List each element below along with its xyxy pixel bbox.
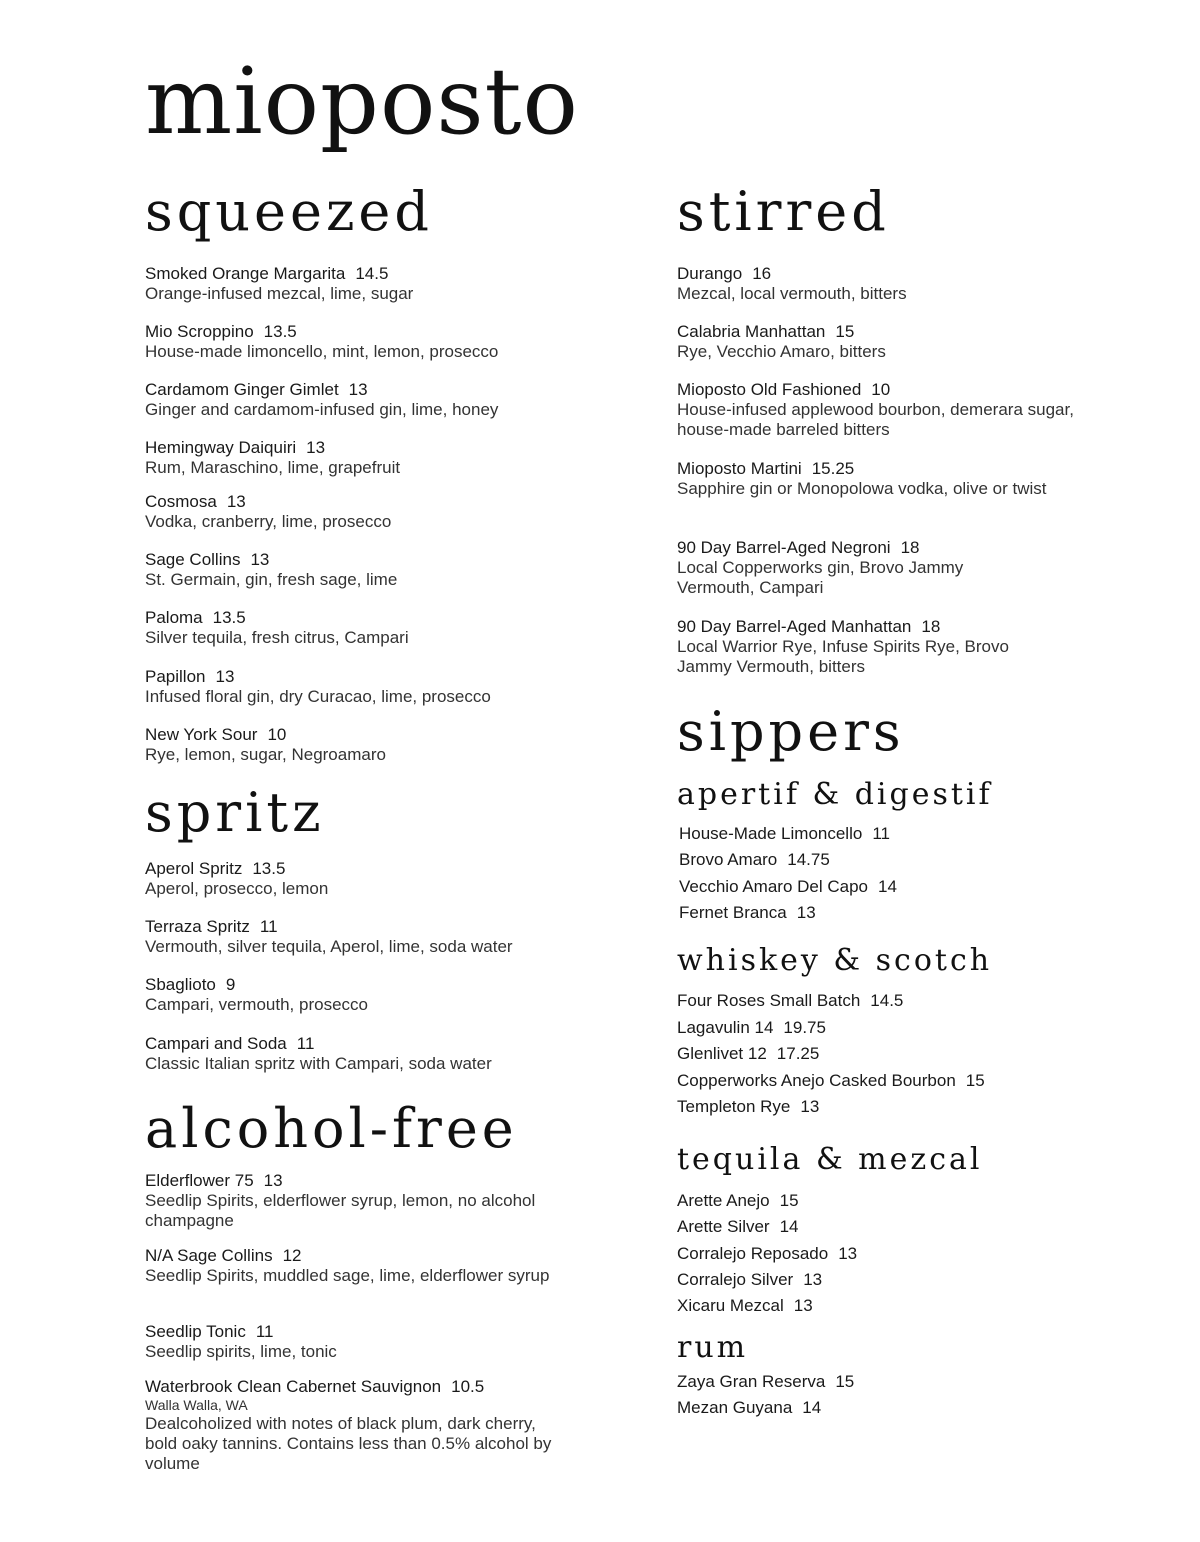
list-item — [679, 877, 897, 896]
item-description: Rum, Maraschino, lime, grapefruit — [145, 458, 401, 477]
item-name: Seedlip Tonic — [145, 1322, 246, 1341]
subsection-title-whiskey: whiskey & scotch — [677, 943, 993, 978]
item-name: Cosmosa — [145, 492, 217, 511]
item-price: 14.75 — [787, 850, 830, 869]
item-name: Smoked Orange Margarita — [145, 264, 346, 283]
item-price: 15 — [835, 322, 855, 341]
item-price: 13 — [793, 1296, 813, 1315]
menu-item — [145, 1034, 492, 1074]
menu-item — [677, 322, 886, 362]
item-name: Elderflower 75 — [145, 1171, 254, 1190]
menu-item — [145, 1322, 337, 1362]
item-description: Rye, Vecchio Amaro, bitters — [677, 342, 886, 361]
menu-item — [145, 264, 413, 304]
list-item — [677, 1244, 857, 1263]
item-price: 15.25 — [811, 459, 855, 478]
list-item — [677, 1044, 819, 1063]
item-price: 14 — [802, 1398, 822, 1417]
list-item — [677, 1296, 813, 1315]
item-description: Vodka, cranberry, lime, prosecco — [145, 512, 392, 531]
item-price: 10 — [267, 725, 287, 744]
item-description: Dealcoholized with notes of black plum, dark cherry, bold oaky tannins. Contains less than 0.5% alcohol by volume — [145, 1414, 552, 1473]
item-name: Paloma — [145, 608, 203, 627]
menu-item — [145, 1171, 540, 1231]
item-description: Local Warrior Rye, Infuse Spirits Rye, Brovo Jammy Vermouth, bitters — [677, 637, 1009, 676]
item-name: New York Sour — [145, 725, 258, 744]
item-price: 13.5 — [263, 322, 297, 341]
item-name: Templeton Rye — [677, 1097, 791, 1116]
item-name: Mio Scroppino — [145, 322, 254, 341]
item-description: Rye, lemon, sugar, Negroamaro — [145, 745, 386, 764]
item-description: House-made limoncello, mint, lemon, prosecco — [145, 342, 499, 361]
list-item — [679, 903, 816, 922]
item-description: Silver tequila, fresh citrus, Campari — [145, 628, 409, 647]
item-price: 18 — [921, 617, 941, 636]
item-price: 13 — [215, 667, 235, 686]
item-price: 13 — [306, 438, 326, 457]
item-description: St. Germain, gin, fresh sage, lime — [145, 570, 398, 589]
list-item — [677, 991, 903, 1010]
item-price: 15 — [835, 1372, 855, 1391]
list-item — [677, 1071, 985, 1090]
item-name: Mezan Guyana — [677, 1398, 793, 1417]
item-name: Arette Anejo — [677, 1191, 770, 1210]
list-item — [677, 1217, 799, 1236]
item-name: N/A Sage Collins — [145, 1246, 273, 1265]
item-name: Cardamom Ginger Gimlet — [145, 380, 339, 399]
item-name: Sbaglioto — [145, 975, 216, 994]
item-name: Durango — [677, 264, 743, 283]
item-price: 13 — [263, 1171, 283, 1190]
item-description: Mezcal, local vermouth, bitters — [677, 284, 907, 303]
item-price: 14.5 — [355, 264, 389, 283]
list-item — [677, 1372, 854, 1391]
item-description: Ginger and cardamom-infused gin, lime, honey — [145, 400, 499, 419]
item-name: Hemingway Daiquiri — [145, 438, 297, 457]
menu-item — [145, 608, 409, 648]
item-price: 11 — [259, 917, 278, 936]
item-name: Copperworks Anejo Casked Bourbon — [677, 1071, 956, 1090]
menu-item — [677, 538, 1022, 598]
menu-item — [145, 1377, 555, 1474]
menu-item — [677, 617, 1067, 677]
item-name: Xicaru Mezcal — [677, 1296, 784, 1315]
item-name: Lagavulin 14 — [677, 1018, 774, 1037]
item-price: 13.5 — [252, 859, 286, 878]
item-name: Brovo Amaro — [679, 850, 778, 869]
item-price: 16 — [752, 264, 772, 283]
item-price: 13 — [838, 1244, 858, 1263]
item-name: Sage Collins — [145, 550, 241, 569]
item-description: Seedlip Spirits, elderflower syrup, lemon, no alcohol champagne — [145, 1191, 536, 1230]
menu-item — [145, 492, 391, 532]
item-name: Vecchio Amaro Del Capo — [679, 877, 868, 896]
item-description: House-infused applewood bourbon, demerara sugar, house-made barreled bitters — [677, 400, 1074, 439]
item-description: Infused floral gin, dry Curacao, lime, prosecco — [145, 687, 491, 706]
menu-item — [145, 667, 491, 707]
item-name: Waterbrook Clean Cabernet Sauvignon — [145, 1377, 442, 1396]
menu-item — [677, 380, 1097, 440]
section-title-stirred: stirred — [677, 180, 890, 243]
item-name: 90 Day Barrel-Aged Negroni — [677, 538, 891, 557]
subsection-title-apertif: apertif & digestif — [677, 777, 993, 812]
section-title-spritz: spritz — [145, 781, 325, 844]
menu-item — [145, 322, 498, 362]
section-title-sippers: sippers — [677, 700, 905, 763]
item-name: Zaya Gran Reserva — [677, 1372, 826, 1391]
item-price: 10 — [871, 380, 891, 399]
item-name: Corralejo Reposado — [677, 1244, 829, 1263]
section-title-squeezed: squeezed — [145, 180, 433, 243]
item-price: 19.75 — [783, 1018, 826, 1037]
menu-item — [145, 550, 397, 590]
restaurant-name: mioposto — [145, 48, 579, 155]
menu-item — [145, 975, 368, 1015]
section-title-alcohol-free: alcohol-free — [145, 1097, 518, 1160]
item-name: Glenlivet 12 — [677, 1044, 767, 1063]
item-name: Arette Silver — [677, 1217, 770, 1236]
item-price: 11 — [255, 1322, 274, 1341]
item-name: Mioposto Martini — [677, 459, 802, 478]
menu-item — [145, 380, 498, 420]
item-name: Corralejo Silver — [677, 1270, 794, 1289]
item-description: Local Copperworks gin, Brovo Jammy Vermouth, Campari — [677, 558, 964, 597]
list-item — [677, 1270, 822, 1289]
menu-item — [145, 438, 400, 478]
item-name: Aperol Spritz — [145, 859, 243, 878]
item-name: Fernet Branca — [679, 903, 787, 922]
item-price: 13 — [800, 1097, 820, 1116]
item-price: 13 — [803, 1270, 823, 1289]
item-description: Orange-infused mezcal, lime, sugar — [145, 284, 414, 303]
item-description: Classic Italian spritz with Campari, soda water — [145, 1054, 492, 1073]
item-description: Sapphire gin or Monopolowa vodka, olive or twist — [677, 479, 1047, 498]
item-price: 13 — [250, 550, 270, 569]
item-description: Seedlip spirits, lime, tonic — [145, 1342, 337, 1361]
subsection-title-tequila: tequila & mezcal — [677, 1142, 983, 1177]
item-description: Seedlip Spirits, muddled sage, lime, elderflower syrup — [145, 1266, 550, 1285]
item-name: Campari and Soda — [145, 1034, 287, 1053]
item-description: Aperol, prosecco, lemon — [145, 879, 329, 898]
item-price: 10.5 — [451, 1377, 485, 1396]
item-price: 18 — [900, 538, 920, 557]
item-origin: Walla Walla, WA — [145, 1397, 248, 1413]
item-description: Vermouth, silver tequila, Aperol, lime, soda water — [145, 937, 513, 956]
item-price: 13 — [226, 492, 246, 511]
item-price: 14 — [779, 1217, 799, 1236]
item-price: 13.5 — [212, 608, 246, 627]
menu-item — [145, 917, 513, 957]
item-name: Papillon — [145, 667, 206, 686]
menu-item — [677, 459, 1077, 499]
list-item — [677, 1191, 799, 1210]
item-price: 14 — [878, 877, 897, 896]
item-name: House-Made Limoncello — [679, 824, 863, 843]
list-item — [677, 1097, 819, 1116]
menu-item — [145, 1246, 575, 1286]
item-price: 14.5 — [870, 991, 904, 1010]
item-price: 15 — [965, 1071, 985, 1090]
item-name: Terraza Spritz — [145, 917, 250, 936]
menu-item — [145, 859, 328, 899]
menu-item — [677, 264, 907, 304]
item-price: 13 — [348, 380, 368, 399]
item-price: 11 — [296, 1034, 315, 1053]
item-price: 9 — [225, 975, 236, 994]
item-price: 11 — [872, 824, 890, 843]
item-name: 90 Day Barrel-Aged Manhattan — [677, 617, 912, 636]
list-item — [677, 1398, 821, 1417]
subsection-title-rum: rum — [677, 1330, 749, 1365]
list-item — [679, 850, 830, 869]
list-item — [677, 1018, 826, 1037]
item-price: 13 — [796, 903, 816, 922]
item-name: Mioposto Old Fashioned — [677, 380, 862, 399]
item-price: 12 — [282, 1246, 302, 1265]
item-name: Calabria Manhattan — [677, 322, 826, 341]
item-price: 15 — [779, 1191, 799, 1210]
item-description: Campari, vermouth, prosecco — [145, 995, 368, 1014]
menu-item — [145, 725, 386, 765]
item-name: Four Roses Small Batch — [677, 991, 861, 1010]
item-price: 17.25 — [776, 1044, 820, 1063]
list-item — [679, 824, 890, 843]
